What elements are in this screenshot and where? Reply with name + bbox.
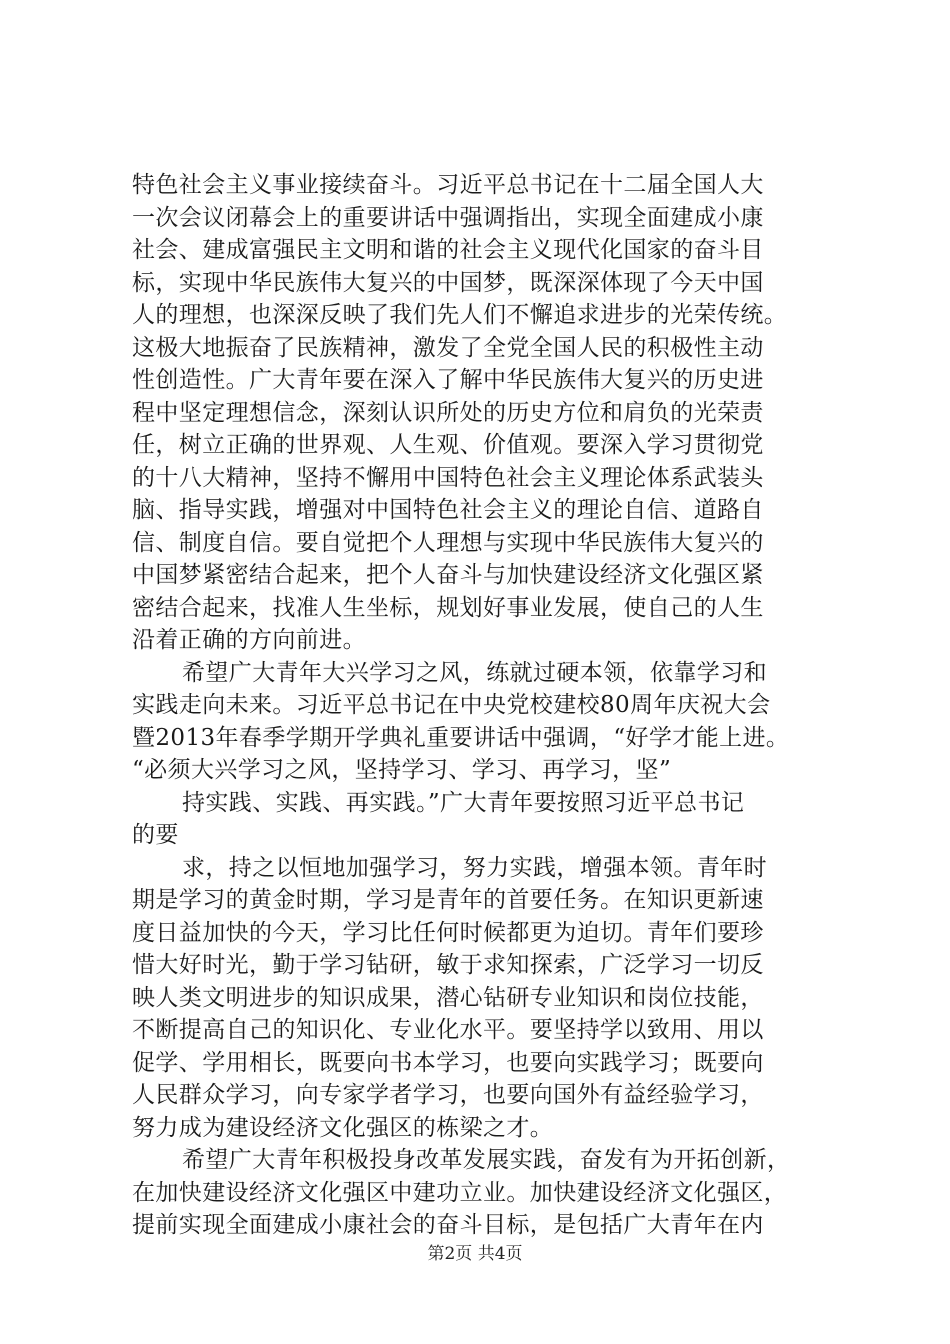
text-line: 沿着正确的方向前进。 [132,627,366,653]
text-line: 性创造性。广大青年要在深入了解中华民族伟大复兴的历史进 [132,367,764,393]
text-line: 脑、指导实践，增强对中国特色社会主义的理论自信、道路自 [132,497,764,523]
text-line: 不断提高自己的知识化、专业化水平。要坚持学以致用、用以 [132,1017,764,1043]
paragraph-start-line: 希望广大青年大兴学习之风，练就过硬本领，依靠学习和 [182,659,767,686]
paragraph-start-line: 持实践、实践、再实践。”广大青年要按照习近平总书记 [182,789,745,816]
text-line: 特色社会主义事业接续奋斗。习近平总书记在十二届全国人大 [132,172,764,198]
text-line: 映人类文明进步的知识成果，潜心钻研专业知识和岗位技能， [132,984,764,1011]
text-line: 暨2013年春季学期开学典礼重要讲话中强调，“好学才能上进。 [132,724,790,751]
text-line: 人的理想，也深深反映了我们先人们不懈追求进步的光荣传统。 [132,302,788,328]
text-line: 期是学习的黄金时期，学习是青年的首要任务。在知识更新速 [132,887,764,913]
text-line: “必须大兴学习之风，坚持学习、学习、再学习，坚” [132,757,672,783]
text-line: 标，实现中华民族伟大复兴的中国梦，既深深体现了今天中国 [132,269,764,296]
text-line: 人民群众学习，向专家学者学习，也要向国外有益经验学习， [132,1082,764,1108]
text-line: 度日益加快的今天，学习比任何时候都更为迫切。青年们要珍 [132,919,764,946]
text-line: 任，树立正确的世界观、人生观、价值观。要深入学习贯彻党 [132,432,764,458]
text-line: 密结合起来，找准人生坐标，规划好事业发展，使自己的人生 [132,594,764,621]
text-line: 中国梦紧密结合起来，把个人奋斗与加快建设经济文化强区紧 [132,562,764,588]
text-line: 在加快建设经济文化强区中建功立业。加快建设经济文化强区， [132,1179,788,1206]
text-line: 一次会议闭幕会上的重要讲话中强调指出，实现全面建成小康 [132,204,764,231]
text-line: 程中坚定理想信念，深刻认识所处的历史方位和肩负的光荣责 [132,399,764,426]
text-line: 这极大地振奋了民族精神，激发了全党全国人民的积极性主动 [132,334,764,361]
text-line: 信、制度自信。要自觉把个人理想与实现中华民族伟大复兴的 [132,529,764,556]
text-line: 努力成为建设经济文化强区的栋梁之才。 [132,1114,554,1141]
page-number-footer: 第2页 共4页 [427,1244,523,1264]
text-line: 的十八大精神，坚持不懈用中国特色社会主义理论体系武装头 [132,464,764,491]
document-body [132,169,832,1242]
paragraph-start-line: 求，持之以恒地加强学习，努力实践，增强本领。青年时 [182,854,767,881]
text-line: 社会、建成富强民主文明和谐的社会主义现代化国家的奋斗目 [132,237,764,263]
text-line: 实践走向未来。习近平总书记在中央党校建校80周年庆祝大会 [132,692,771,718]
text-line: 惜大好时光，勤于学习钻研，敏于求知探索，广泛学习一切反 [132,952,764,978]
paragraph-start-line: 希望广大青年积极投身改革发展实践，奋发有为开拓创新， [182,1147,791,1173]
text-line: 促学、学用相长，既要向书本学习，也要向实践学习；既要向 [132,1049,764,1076]
text-line: 的要 [132,822,179,848]
text-line: 提前实现全面建成小康社会的奋斗目标，是包括广大青年在内 [132,1212,764,1238]
